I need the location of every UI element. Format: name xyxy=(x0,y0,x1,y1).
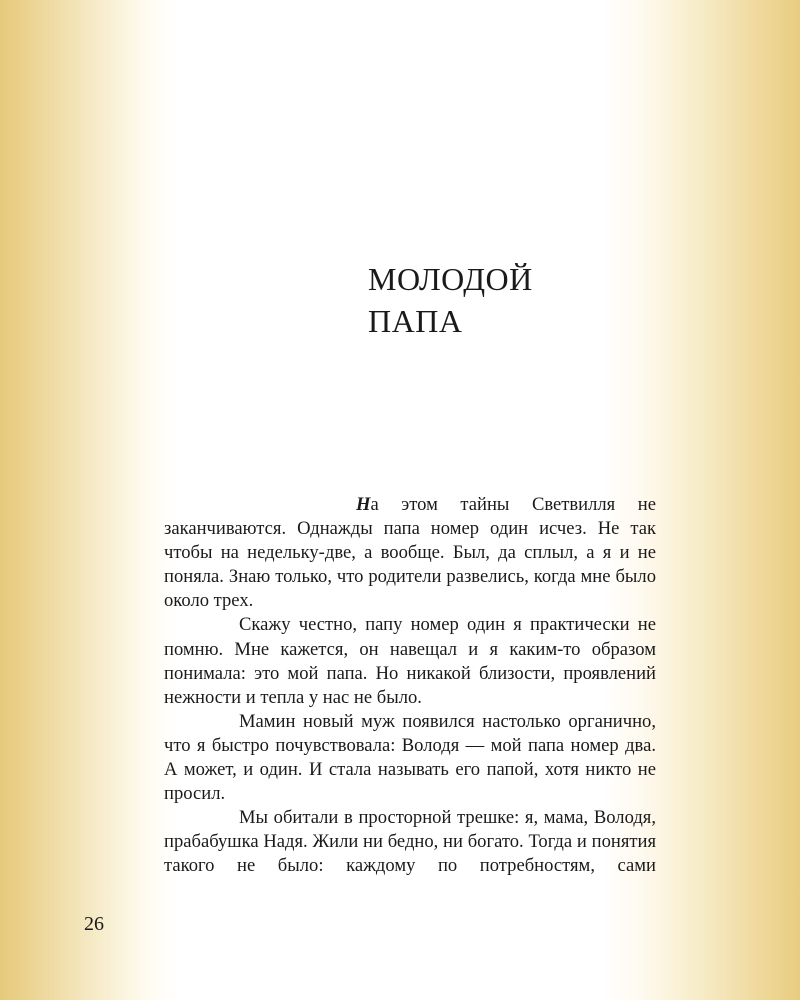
paragraph-2: Скажу честно, папу номер один я практически не помню. Мне кажется, он навещал и я каким-то образом понимала: это мой папа. Но никакой близости, проявлений нежности и тепла у нас не было. xyxy=(164,614,656,708)
body-text xyxy=(164,493,656,879)
chapter-title xyxy=(368,258,533,342)
chapter-title-line-1: МОЛОДОЙ xyxy=(368,261,533,297)
paragraph-1-text: а этом тайны Светвилля не заканчиваются. Однажды папа номер один исчез. Не так чтобы на недельку-две, а вообще. Был, да сплыл, а я и не поняла. Знаю только, что родители развелись, когда мне было около трех. xyxy=(164,494,656,612)
page-number: 26 xyxy=(84,913,104,935)
chapter-title-line-2: ПАПА xyxy=(368,303,463,339)
initial-letter: Н xyxy=(356,494,371,515)
paragraph-4: Мы обитали в просторной трешке: я, мама, Володя, прабабушка Надя. Жили ни бедно, ни богато. Тогда и понятия такого не было: каждому по потребностям, сами xyxy=(164,807,656,877)
paragraph-3: Мамин новый муж появился настолько органично, что я быстро почувствовала: Володя — мой папа номер два. А может, и один. И стала называть его папой, хотя никто не просил. xyxy=(164,710,656,805)
paragraph-1 xyxy=(164,493,656,613)
